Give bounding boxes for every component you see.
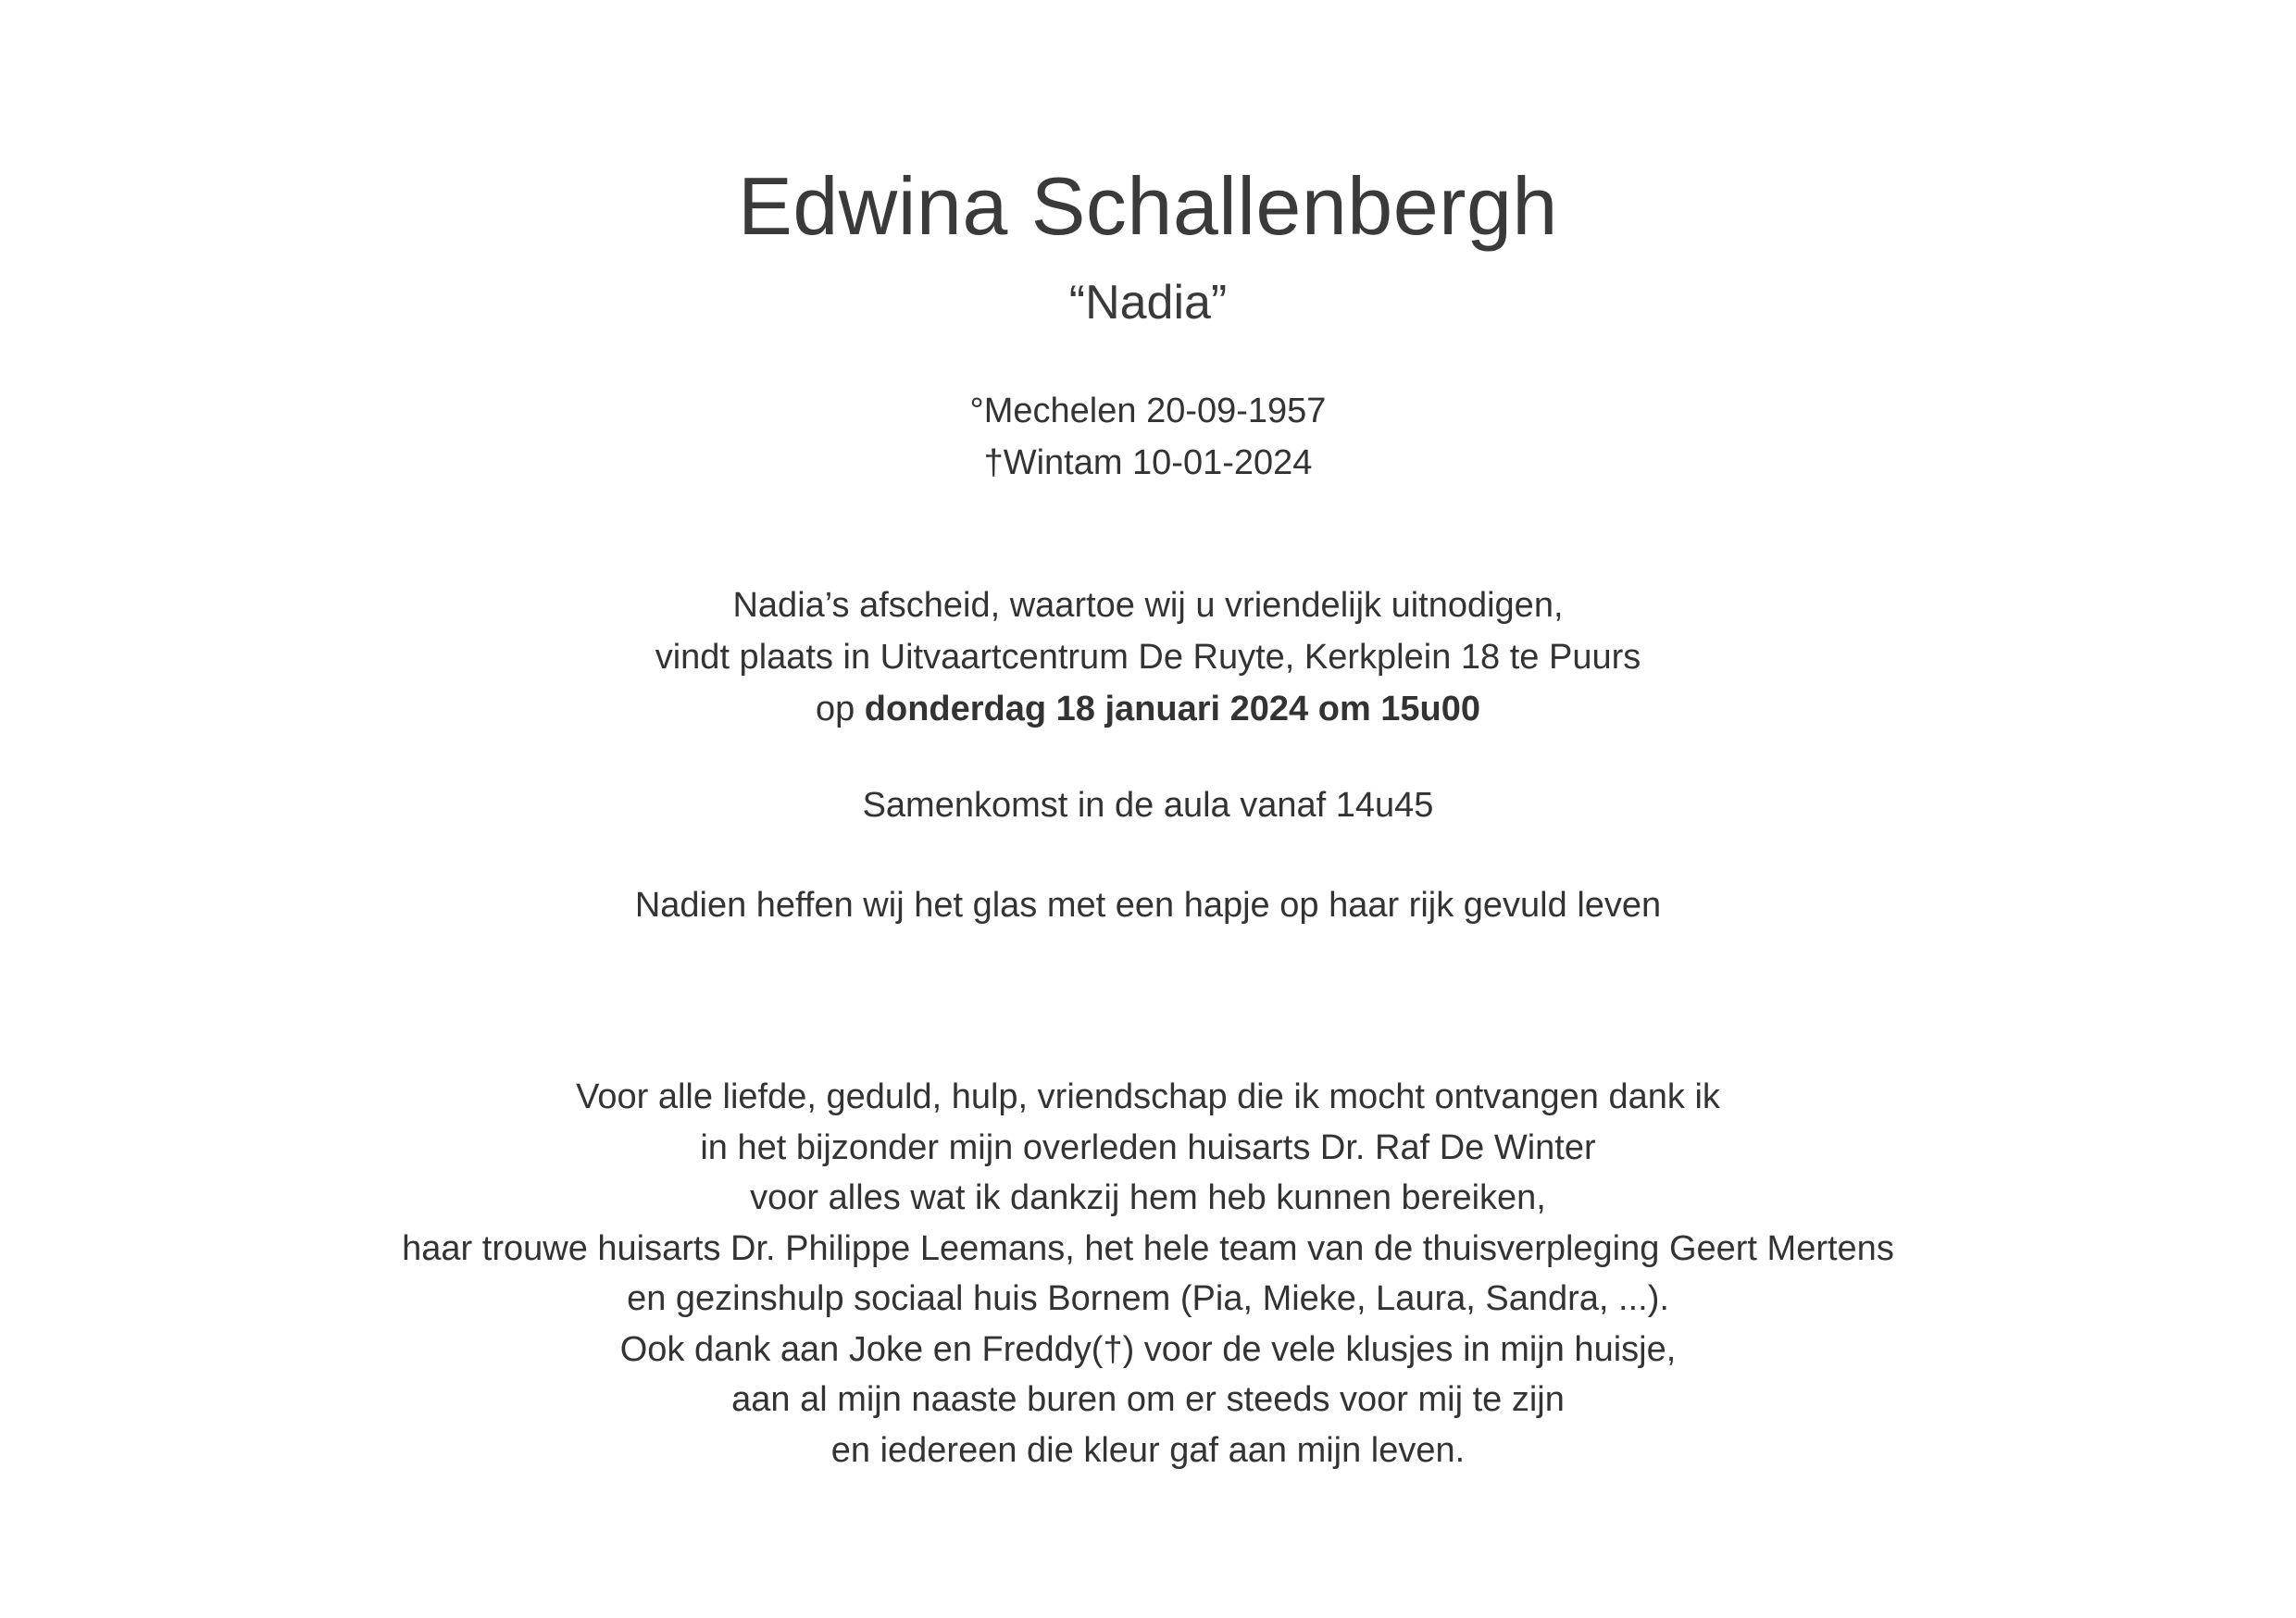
deceased-name: Edwina Schallenbergh xyxy=(738,160,1558,252)
invitation-line-3 xyxy=(0,683,2296,735)
reception-note: Nadien heffen wij het glas met een hapje op haar rijk gevuld leven xyxy=(634,886,1662,925)
invitation-line-2: vindt plaats in Uitvaartcentrum De Ruyte, Kerkplein 18 te Puurs xyxy=(655,638,1641,677)
life-dates xyxy=(0,385,2296,489)
thanks-paragraph xyxy=(0,1072,2296,1475)
deceased-nickname: “Nadia” xyxy=(1068,276,1228,330)
thanks-line: en gezinshulp sociaal huis Bornem (Pia, Mieke, Laura, Sandra, ...). xyxy=(627,1279,1669,1318)
thanks-line: Ook dank aan Joke en Freddy(†) voor de vele klusjes in mijn huisje, xyxy=(619,1329,1677,1369)
thanks-line: Voor alle liefde, geduld, hulp, vriendschap die ik mocht ontvangen dank ik xyxy=(576,1077,1720,1116)
invitation-date-prefix: op xyxy=(815,690,865,728)
death-date: †Wintam 10-01-2024 xyxy=(983,443,1313,482)
funeral-invitation xyxy=(0,579,2296,735)
thanks-line: en iedereen die kleur gaf aan mijn leven. xyxy=(830,1430,1466,1470)
invitation-line-1: Nadia’s afscheid, waartoe wij u vriendelijk uitnodigen, xyxy=(732,586,1564,625)
birth-date: °Mechelen 20-09-1957 xyxy=(969,392,1327,430)
thanks-line: haar trouwe huisarts Dr. Philippe Leemans, het hele team van de thuisverpleging Geert Mertens xyxy=(402,1228,1894,1268)
thanks-line: voor alles wat ik dankzij hem heb kunnen bereiken, xyxy=(750,1178,1546,1217)
thanks-line: aan al mijn naaste buren om er steeds voor mij te zijn xyxy=(731,1380,1565,1419)
funeral-date-time: donderdag 18 januari 2024 om 15u00 xyxy=(864,690,1481,728)
thanks-line: in het bijzonder mijn overleden huisarts Dr. Raf De Winter xyxy=(700,1127,1596,1167)
gathering-note: Samenkomst in de aula vanaf 14u45 xyxy=(862,786,1434,825)
